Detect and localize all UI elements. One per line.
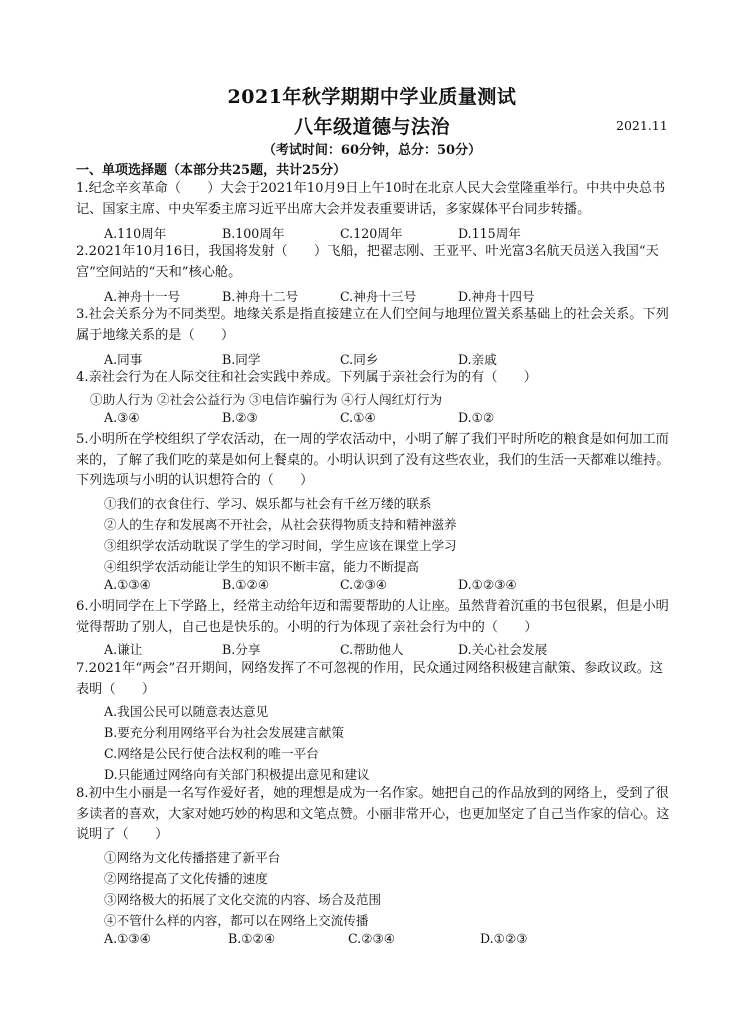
option-a: A.①③④ (104, 931, 151, 946)
option-c: C.②③④ (348, 931, 396, 946)
option-b: B.神舟十二号 (222, 289, 299, 304)
option-b: B.分享 (222, 642, 261, 657)
question-4-items: ①助人行为 ②社会公益行为 ③电信诈骗行为 ④行人闯红灯行为 (90, 392, 443, 407)
option-b: B.①②④ (228, 931, 276, 946)
option-c: C.同乡 (340, 352, 379, 367)
option-d: D.①②③ (480, 931, 528, 946)
option-c: C.120周年 (340, 226, 403, 241)
question-8-item-2: ②网络提高了文化传播的速度 (104, 871, 268, 886)
option-d: D.①②③④ (458, 577, 517, 592)
section-title: 一、单项选择题（本部分共25题，共计25分） (76, 163, 347, 178)
question-8: 8.初中生小丽是一名写作爱好者，她的理想是成为一名作家。她把自己的作品放到的网络上，受到了很多读者的喜欢，大家对她巧妙的构思和文笔点赞。小丽非常开心，也更加坚定了自己当作家的信心。这说明了（ ） (76, 786, 670, 843)
option-b: B.100周年 (222, 226, 285, 241)
exam-subtitle: 八年级道德与法治 (293, 116, 450, 138)
option-b: B.②③ (222, 410, 258, 425)
question-6: 6.小明同学在上下学路上，经常主动给年迈和需要帮助的人让座。虽然背着沉重的书包很累，但是小明觉得帮助了别人，自己也是快乐的。小明的行为体现了亲社会行为中的（ ） (76, 599, 669, 635)
option-d: D.亲戚 (458, 352, 497, 367)
question-7-option-a: A.我国公民可以随意表达意见 (104, 704, 269, 719)
question-8-item-4: ④不管什么样的内容，都可以在网络上交流传播 (104, 913, 369, 928)
option-d: D.关心社会发展 (458, 642, 548, 657)
question-7-option-d: D.只能通过网络向有关部门积极提出意见和建议 (104, 767, 370, 782)
option-c: C.神舟十三号 (340, 289, 417, 304)
question-3: 3.社会关系分为不同类型。地缘关系是指直接建立在人们空间与地理位置关系基础上的社会关系。下列属于地缘关系的是（ ） (76, 307, 669, 343)
option-c: C.②③④ (340, 577, 388, 592)
option-a: A.③④ (104, 410, 140, 425)
question-8-options (104, 931, 664, 951)
question-4: 4.亲社会行为在人际交往和社会实践中养成。下列属于亲社会行为的有（ ） (76, 370, 537, 385)
question-5-item-2: ②人的生存和发展离不开社会，从社会获得物质支持和精神滋养 (104, 517, 457, 532)
option-c: C.①④ (340, 410, 376, 425)
option-d: D.神舟十四号 (458, 289, 535, 304)
option-a: A.①③④ (104, 577, 151, 592)
question-5-item-3: ③组织学农活动耽误了学生的学习时间，学生应该在课堂上学习 (104, 538, 457, 553)
question-1: 1.纪念辛亥革命（ ）大会于2021年10月9日上午10时在北京人民大会堂隆重举行。中共中央总书记、国家主席、中央军委主席习近平出席大会并发表重要讲话，多家媒体平台同步转播。 (76, 181, 666, 217)
exam-title: 2021年秋学期期中学业质量测试 (227, 86, 517, 108)
option-a: A.神舟十一号 (104, 289, 181, 304)
question-7: 7.2021年“两会”召开期间，网络发挥了不可忽视的作用，民众通过网络积极建言献策、参政议政。这表明（ ） (76, 661, 664, 697)
question-1-options (104, 223, 664, 243)
option-a: A.谦让 (104, 642, 143, 657)
question-5-item-4: ④组织学农活动能让学生的知识不断丰富，能力不断提高 (104, 559, 419, 574)
question-8-item-3: ③网络极大的拓展了文化交流的内容、场合及范围 (104, 892, 382, 907)
exam-date: 2021.11 (616, 118, 668, 133)
question-7-option-b: B.要充分利用网络平台为社会发展建言献策 (104, 725, 344, 740)
question-5-item-1: ①我们的衣食住行、学习、娱乐都与社会有千丝万缕的联系 (104, 496, 432, 511)
question-5-options (104, 577, 664, 597)
question-6-options (104, 639, 664, 659)
option-c: C.帮助他人 (340, 642, 404, 657)
question-2-options (104, 286, 664, 306)
question-8-item-1: ①网络为文化传播搭建了新平台 (104, 850, 281, 865)
question-7-option-c: C.网络是公民行使合法权利的唯一平台 (104, 746, 319, 761)
option-d: D.①② (458, 410, 495, 425)
option-b: B.①②④ (222, 577, 270, 592)
question-5: 5.小明所在学校组织了学农活动，在一周的学农活动中，小明了解了我们平时所吃的粮食是如何加工而来的，了解了我们吃的菜是如何上餐桌的。小明认识到了没有这些农业，我们的生活一天都难以维持。下列选项与小明的认识想符合的（ ） (76, 432, 670, 489)
option-d: D.115周年 (458, 226, 521, 241)
option-a: A.同事 (104, 352, 143, 367)
option-b: B.同学 (222, 352, 261, 367)
option-a: A.110周年 (104, 226, 167, 241)
question-3-options (104, 349, 664, 369)
exam-note: （考试时间：60分钟，总分：50分） (262, 143, 482, 158)
question-2: 2.2021年10月16日，我国将发射（ ）飞船，把翟志刚、王亚平、叶光富3名航天员送入我国“天宫”空间站的“天和”核心舱。 (76, 244, 659, 280)
question-4-options (104, 410, 664, 430)
